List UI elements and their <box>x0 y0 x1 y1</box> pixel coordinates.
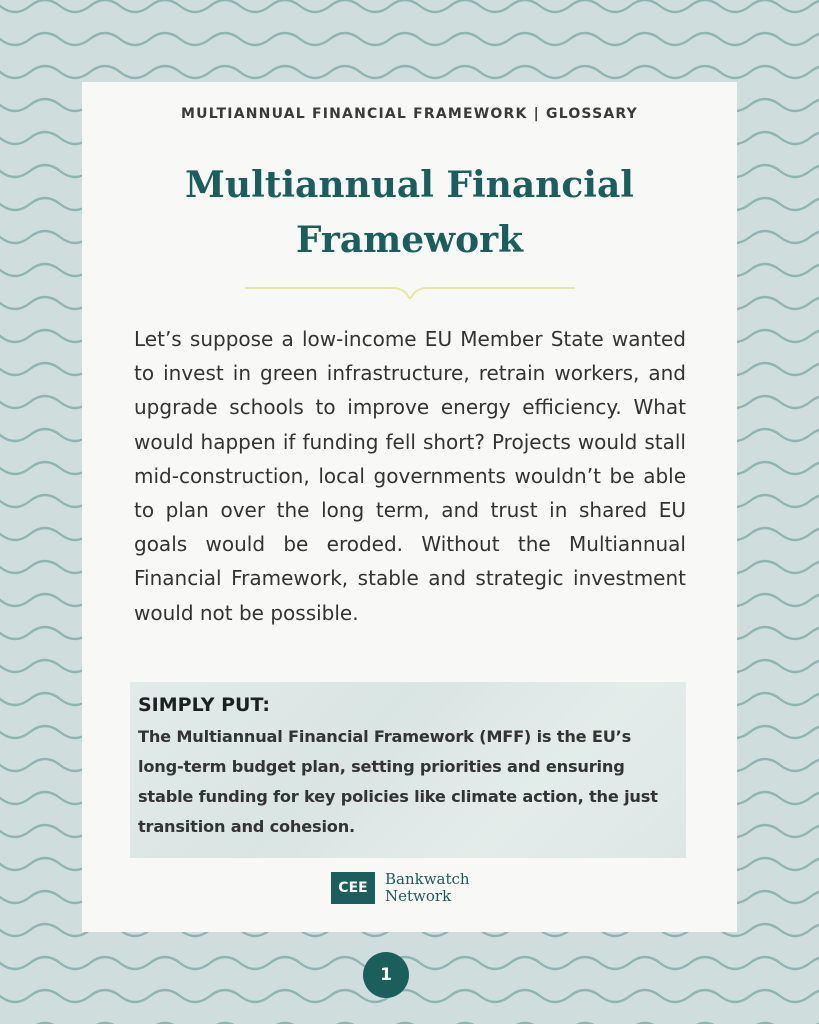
title-divider <box>245 282 575 308</box>
simply-put-text: The Multiannual Financial Framework (MFF) is the EU’s long-term budget plan, setting priorities and ensuring stable funding for key policies like climate action, the just transition and cohesion. <box>138 727 658 836</box>
glossary-card <box>82 82 737 932</box>
wave-line <box>0 957 819 969</box>
simply-put-box <box>130 682 686 858</box>
wave-line <box>0 33 819 45</box>
body-paragraph: Let’s suppose a low-income EU Member State wanted to invest in green infrastructure, retrain workers, and upgrade schools to improve energy efficiency. What would happen if funding fell short? Projects would stall mid-construction, local governments wouldn’t be able to plan over the long term, and trust in shared EU goals would be eroded. Without the Multiannual Financial Framework, stable and strategic investment would not be possible. <box>134 327 686 625</box>
logo-mark: CEE <box>331 872 375 904</box>
wave-line <box>0 0 819 12</box>
logo-line-2: Network <box>385 887 452 905</box>
logo-wordmark <box>385 871 470 905</box>
wave-line <box>0 66 819 78</box>
bankwatch-logo <box>331 870 470 906</box>
simply-put-heading: SIMPLY PUT: <box>138 694 270 716</box>
wave-line <box>0 990 819 1002</box>
page-number-badge: 1 <box>363 952 409 998</box>
page-title: Multiannual Financial Framework <box>185 164 634 261</box>
logo-line-1: Bankwatch <box>385 870 470 888</box>
glossary-kicker: MULTIANNUAL FINANCIAL FRAMEWORK | GLOSSARY <box>181 106 638 122</box>
